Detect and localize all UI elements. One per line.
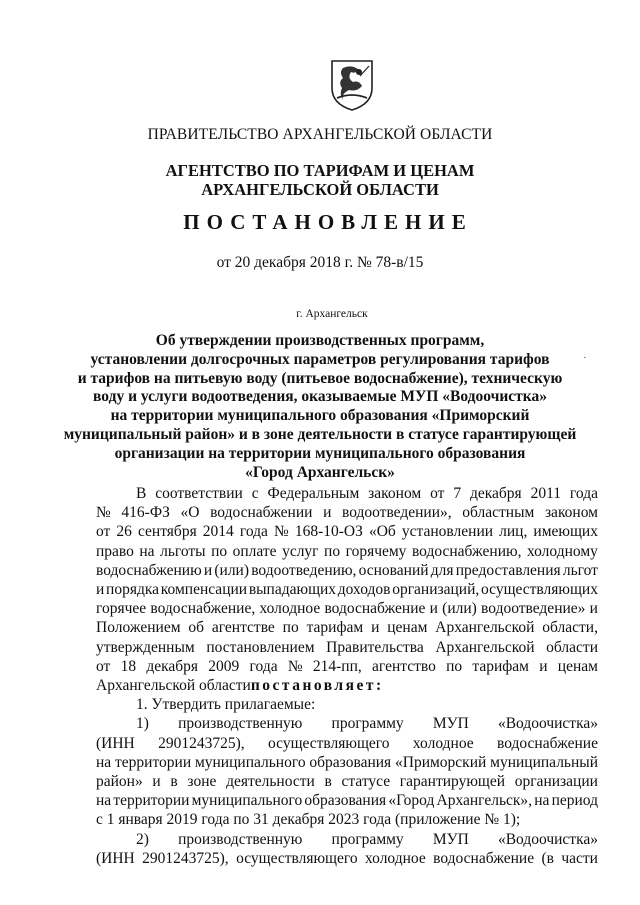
word: горячее [96, 600, 147, 618]
word: Федеральным [267, 485, 360, 502]
word: и [539, 657, 548, 675]
word: 2901243725), [142, 849, 229, 867]
word: компенсации [160, 581, 248, 599]
paragraph-line [96, 714, 598, 733]
word: Архангельской [435, 619, 535, 637]
word: на [96, 792, 112, 810]
subject-line: и тарифов на питьевую воду (питьевое водоснабжение), техническую [77, 369, 563, 387]
paragraph-line [96, 830, 598, 849]
word: «Об [368, 523, 396, 541]
word: «Водоочистка» [497, 715, 598, 733]
word: лиц, [499, 523, 528, 541]
word: тарифам [472, 657, 529, 675]
word: территории [113, 792, 190, 810]
word: 168-10-ОЗ [294, 523, 363, 541]
word: ценам [557, 657, 598, 675]
word: года [569, 485, 598, 502]
word: водоснабжение, [150, 600, 256, 618]
word: льгот [562, 561, 598, 579]
word: муниципальный [490, 753, 598, 771]
word: осуществляющего [268, 734, 390, 752]
item-1: 1. Утвердить прилагаемые: [136, 696, 316, 714]
paragraph-line [96, 638, 598, 657]
word: МУП [432, 830, 469, 848]
subject-line: воду и услуги водоотведения, оказываемые МУП «Водоочистка» [93, 388, 547, 406]
word: право [96, 542, 134, 560]
word: Положением [96, 619, 181, 637]
resolves-word: постановляет: [250, 677, 384, 695]
word: соответствии [155, 485, 243, 502]
word: статусе [341, 773, 391, 791]
word: выпадающих [248, 581, 337, 599]
word: холодному [526, 542, 598, 560]
paragraph-line [96, 580, 598, 599]
word: период [551, 792, 598, 810]
word: холодное [412, 734, 474, 752]
word: (ИНН [96, 734, 135, 752]
government-title: ПРАВИТЕЛЬСТВО АРХАНГЕЛЬСКОЙ ОБЛАСТИ [147, 126, 493, 143]
word: организаций, [392, 581, 480, 599]
subject-line: «Город Архангельск» [245, 463, 395, 481]
word: на [139, 542, 155, 560]
word: производственную [178, 830, 303, 848]
word: предоставления [455, 561, 561, 579]
word: установлении [401, 523, 494, 541]
word: водоотведение» [481, 600, 586, 618]
word: 214-пп, [312, 657, 362, 675]
word: (или) [442, 600, 477, 618]
word: осуществляющих [481, 581, 598, 599]
word: 26 [116, 523, 132, 541]
document-subject [0, 332, 640, 482]
word: сентября [137, 523, 197, 541]
paragraph-line [96, 618, 598, 637]
word: агентство [372, 657, 436, 675]
document-body [96, 484, 598, 868]
word: (в [541, 849, 554, 867]
word: услуг [282, 542, 319, 560]
paragraph-line [96, 484, 598, 503]
word: водоснабжение [433, 849, 535, 867]
word: образования [304, 792, 387, 810]
word: образования [309, 753, 392, 771]
word: 18 [120, 657, 137, 675]
paragraph-line [96, 734, 598, 753]
subject-line: на территории муниципального образования «Приморский [110, 407, 530, 425]
word: по [282, 619, 299, 637]
word: № [96, 504, 111, 522]
paragraph-line [96, 542, 598, 561]
word: декабря [469, 485, 522, 502]
paragraph-line [96, 503, 598, 522]
paragraph-line [96, 599, 598, 618]
word: 2009 [208, 657, 240, 675]
word: порядка [106, 581, 160, 599]
word: Архангельской [435, 638, 535, 656]
word: муниципального [191, 792, 303, 810]
word: и [152, 773, 161, 791]
word: 2) [136, 830, 149, 848]
paragraph-line [96, 772, 598, 791]
subject-line: муниципальный район» и в зоне деятельности в статусе гарантирующей [63, 425, 577, 443]
paragraph-line [96, 676, 598, 695]
word: по [211, 542, 228, 560]
word: года [249, 657, 278, 675]
paragraph-preamble [96, 484, 598, 676]
word: законом [544, 504, 598, 522]
document-date-number: от 20 декабря 2018 г. № 78-в/15 [216, 254, 424, 271]
agency-title [0, 161, 640, 199]
word: на [96, 753, 112, 771]
word: с [251, 485, 259, 502]
word: «Приморский [395, 753, 487, 771]
word: от [96, 657, 111, 675]
word: и [323, 504, 332, 522]
word: территории [115, 753, 192, 771]
word: Правительства [326, 638, 424, 656]
word: законом [368, 485, 422, 502]
word: 416-ФЗ [121, 504, 170, 522]
paragraph-line [96, 657, 598, 676]
word: агентстве [211, 619, 275, 637]
word: об [188, 619, 205, 637]
word: производственную [178, 715, 303, 733]
subject-line: установлении долгосрочных параметров регулирования тарифов [90, 350, 550, 368]
word: холодное [364, 849, 426, 867]
word: муниципального [194, 753, 306, 771]
issue-city: г. Архангельск [296, 308, 368, 320]
scan-mark: · [583, 352, 587, 364]
word: № [287, 657, 303, 675]
word: Архангельск», [436, 792, 533, 810]
word: 7 [453, 485, 462, 502]
word: № [273, 523, 289, 541]
word: имеющих [533, 523, 598, 541]
word: от [96, 523, 111, 541]
word: организации [514, 773, 598, 791]
word: постановлением [206, 638, 315, 656]
word: доходов [337, 581, 391, 599]
word: 2014 [202, 523, 234, 541]
text-span: Архангельской области [96, 677, 251, 695]
word: области [546, 638, 598, 656]
word: в [170, 773, 178, 791]
coat-of-arms-emblem [329, 58, 375, 112]
word: водоотведении», [341, 504, 452, 522]
word: холодное [259, 600, 321, 618]
word: водоснабжение [497, 734, 598, 752]
word: горячему [345, 542, 407, 560]
word: и [371, 619, 380, 637]
agency-title-line: АРХАНГЕЛЬСКОЙ ОБЛАСТИ [201, 180, 439, 199]
word: на [534, 792, 550, 810]
word: водоснабжении [210, 504, 313, 522]
subitem-2 [96, 830, 598, 868]
word: зоне [187, 773, 217, 791]
paragraph-line [96, 849, 598, 868]
word: части [561, 849, 598, 867]
word: осуществляющего [236, 849, 358, 867]
word: водоснабжение [324, 600, 426, 618]
word: области, [542, 619, 598, 637]
word: водоотведению, [251, 561, 357, 579]
word: программу [331, 830, 404, 848]
subject-line: организации на территории муниципального образования [114, 444, 526, 462]
word: 2011 [530, 485, 562, 502]
word: по [324, 542, 341, 560]
word: утвержденным [96, 638, 195, 656]
word: 2901243725), [158, 734, 245, 752]
word: водоснабжению [96, 561, 202, 579]
agency-title-line: АГЕНТСТВО ПО ТАРИФАМ И ЦЕНАМ [165, 161, 475, 180]
paragraph-line [96, 753, 598, 772]
word: и [589, 600, 598, 618]
word: «Водоочистка» [497, 830, 598, 848]
word: МУП [432, 715, 469, 733]
paragraph-line [96, 561, 598, 580]
word: гарантирующей [399, 773, 506, 791]
word: оплате [232, 542, 277, 560]
document-type: ПОСТАНОВЛЕНИЕ [183, 210, 473, 234]
paragraph-line [96, 522, 598, 541]
word: программу [331, 715, 404, 733]
word: по [446, 657, 463, 675]
word: и [203, 561, 213, 579]
word: район» [96, 773, 143, 791]
word: оснований [358, 561, 429, 579]
word: (ИНН [96, 849, 135, 867]
word: года [239, 523, 268, 541]
word: водоснабжению, [411, 542, 522, 560]
word: В [136, 485, 147, 502]
word: в [324, 773, 332, 791]
word: областным [462, 504, 535, 522]
word: ценам [387, 619, 428, 637]
word: и [96, 581, 105, 599]
word: от [430, 485, 445, 502]
word: «О [180, 504, 200, 522]
word: (или) [214, 561, 250, 579]
paragraph-line: с 1 января 2019 года по 31 декабря 2023 года (приложение № 1); [96, 811, 521, 829]
subject-line: Об утверждении производственных программ, [155, 332, 485, 349]
word: 1) [136, 715, 149, 733]
word: тарифам [306, 619, 364, 637]
paragraph-line [96, 791, 598, 810]
word: декабря [146, 657, 199, 675]
word: для [430, 561, 454, 579]
subitem-1 [96, 714, 598, 810]
word: деятельности [226, 773, 315, 791]
word: и [429, 600, 438, 618]
word: льготы [160, 542, 206, 560]
word: «Город [388, 792, 435, 810]
